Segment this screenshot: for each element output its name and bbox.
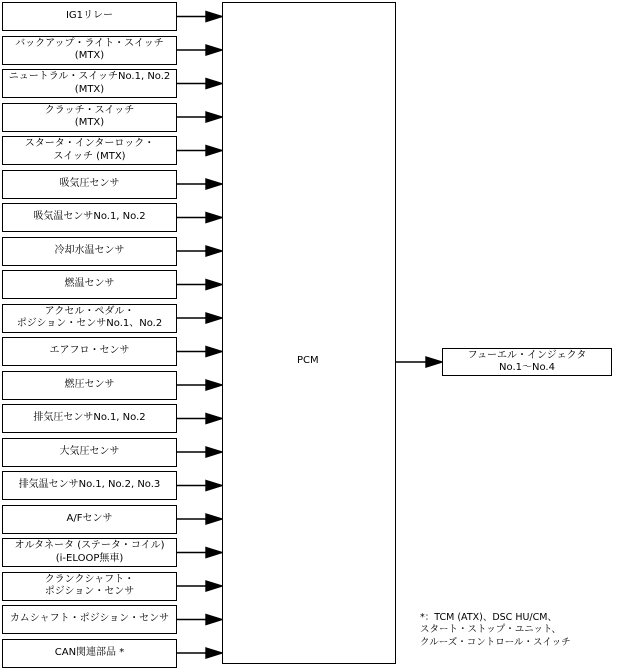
input-arrow-head-20	[206, 648, 222, 658]
footnote: *：TCM (ATX)、DSC HU/CM、 スタート・ストップ・ユニット、 クルーズ・コントロール・スイッチ	[420, 612, 571, 648]
input-box-3: ニュートラル・スイッチNo.1, No.2 (MTX)	[2, 69, 177, 98]
input-box-9: 燃温センサ	[2, 270, 177, 299]
input-arrow-head-17	[206, 548, 222, 558]
output-fuel-injector: フューエル・インジェクタ No.1〜No.4	[442, 348, 612, 376]
pcm-block	[222, 2, 396, 664]
input-box-16: A/Fセンサ	[2, 505, 177, 534]
input-arrow-head-2	[206, 45, 222, 55]
input-box-4: クラッチ・スイッチ (MTX)	[2, 103, 177, 132]
input-arrow-head-8	[206, 246, 222, 256]
input-box-18: クランクシャフト・ ポジション・センサ	[2, 572, 177, 601]
input-arrow-head-7	[206, 213, 222, 223]
input-arrow-head-6	[206, 179, 222, 189]
input-arrow-head-3	[206, 79, 222, 89]
input-box-15: 排気温センサNo.1, No.2, No.3	[2, 471, 177, 500]
input-arrow-head-4	[206, 112, 222, 122]
input-box-6: 吸気圧センサ	[2, 170, 177, 199]
input-arrow-head-13	[206, 414, 222, 424]
input-box-19: カムシャフト・ポジション・センサ	[2, 605, 177, 634]
input-arrow-head-5	[206, 146, 222, 156]
input-box-14: 大気圧センサ	[2, 438, 177, 467]
input-arrow-head-19	[206, 615, 222, 625]
input-arrow-head-15	[206, 481, 222, 491]
input-box-12: 燃圧センサ	[2, 371, 177, 400]
input-box-5: スタータ・インターロック・ スイッチ (MTX)	[2, 136, 177, 165]
input-arrow-head-14	[206, 447, 222, 457]
input-box-17: オルタネータ (ステータ・コイル) (i-ELOOP無車)	[2, 538, 177, 567]
input-arrow-head-11	[206, 347, 222, 357]
input-box-8: 冷却水温センサ	[2, 237, 177, 266]
input-box-20: CAN関連部品 *	[2, 639, 177, 668]
input-arrow-head-18	[206, 581, 222, 591]
input-arrow-head-10	[206, 313, 222, 323]
input-box-10: アクセル・ペダル・ ポジション・センサNo.1、No.2	[2, 304, 177, 333]
input-arrow-head-12	[206, 380, 222, 390]
pcm-label: PCM	[297, 355, 319, 366]
input-arrow-head-16	[206, 514, 222, 524]
input-arrow-head-9	[206, 280, 222, 290]
input-box-11: エアフロ・センサ	[2, 337, 177, 366]
input-box-13: 排気圧センサNo.1, No.2	[2, 404, 177, 433]
output-arrow-head	[426, 357, 442, 367]
input-box-1: IG1リレー	[2, 2, 177, 31]
input-arrow-head-1	[206, 12, 222, 22]
input-box-2: バックアップ・ライト・スイッチ (MTX)	[2, 36, 177, 65]
input-box-7: 吸気温センサNo.1, No.2	[2, 203, 177, 232]
